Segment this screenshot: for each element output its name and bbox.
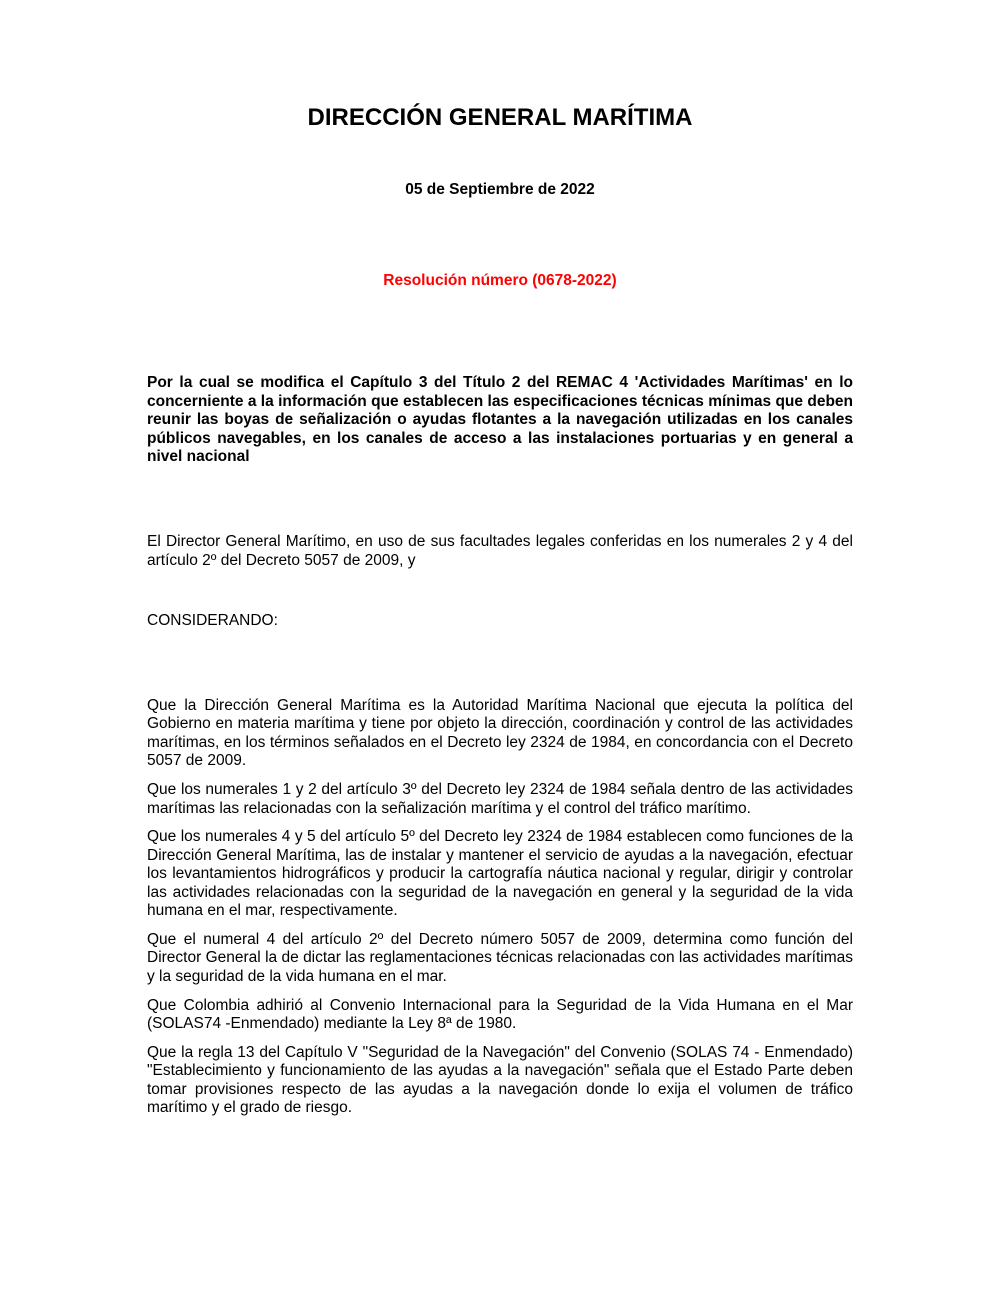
considering-paragraphs xyxy=(147,697,853,1128)
resolution-summary: Por la cual se modifica el Capítulo 3 del Título 2 del REMAC 4 'Actividades Marítimas' en lo concerniente a la información que establecen las especificaciones técnicas mínimas que deben reunir las boyas de señalización o ayudas flotantes a la navegación utilizadas en los canales públicos navegables, en los canales de acceso a las instalaciones portuarias y en general a nivel nacional xyxy=(147,374,853,465)
considering-paragraph-5: Que Colombia adhirió al Convenio Internacional para la Seguridad de la Vida Humana en el Mar (SOLAS74 -Enmendado) mediante la Ley 8ª de 1980. xyxy=(147,996,853,1033)
document-title: DIRECCIÓN GENERAL MARÍTIMA xyxy=(307,104,693,131)
considering-paragraph-2: Que los numerales 1 y 2 del artículo 3º del Decreto ley 2324 de 1984 señala dentro de las actividades marítimas las relacionadas con la señalización marítima y el control del tráfico marítimo. xyxy=(147,781,853,817)
considering-paragraph-3: Que los numerales 4 y 5 del artículo 5º del Decreto ley 2324 de 1984 establecen como funciones de la Dirección General Marítima, las de instalar y mantener el servicio de ayudas a la navegación, efectuar los levantamientos hidrográficos y producir la cartografía náutica nacional y regular, dirigir y controlar las actividades relacionadas con la seguridad de la navegación en general y la seguridad de la vida humana en el mar, respectivamente. xyxy=(147,828,853,920)
considering-paragraph-4: Que el numeral 4 del artículo 2º del Decreto número 5057 de 2009, determina como función del Director General la de dictar las reglamentaciones técnicas relacionadas con las actividades marítimas y la seguridad de la vida humana en el mar. xyxy=(147,930,853,985)
considering-paragraph-1: Que la Dirección General Marítima es la Autoridad Marítima Nacional que ejecuta la política del Gobierno en materia marítima y tiene por objeto la dirección, coordinación y control de las actividades marítimas, en los términos señalados en el Decreto ley 2324 de 1984, en concordancia con el Decreto 5057 de 2009. xyxy=(147,697,853,770)
document-date: 05 de Septiembre de 2022 xyxy=(405,181,595,198)
considering-paragraph-6: Que la regla 13 del Capítulo V "Seguridad de la Navegación" del Convenio (SOLAS 74 - Enmendado) "Establecimiento y funcionamiento de las ayudas a la navegación" señala que el Estado Parte deben tomar provisiones respecto de las ayudas a la navegación donde lo exija el volumen de tráfico marítimo y el grado de riesgo. xyxy=(147,1044,853,1117)
preamble-text: El Director General Marítimo, en uso de sus facultades legales conferidas en los numerales 2 y 4 del artículo 2º del Decreto 5057 de 2009, y xyxy=(147,533,853,569)
resolution-number: Resolución número (0678-2022) xyxy=(383,272,617,289)
considering-heading: CONSIDERANDO: xyxy=(147,612,278,629)
